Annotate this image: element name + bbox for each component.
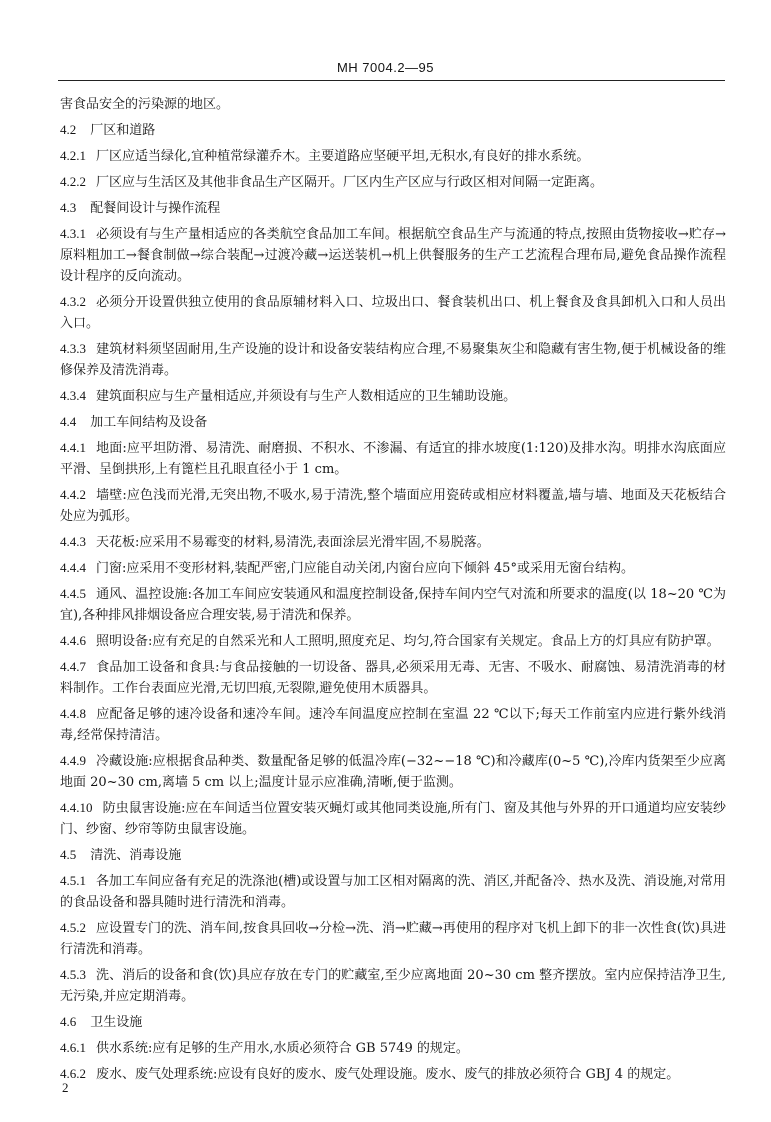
clause-paragraph [60,964,726,1007]
clause-text: 墙壁:应色浅而光滑,无突出物,不吸水,易于清洗,整个墙面应用瓷砖或相应材料覆盖,墙与墙、地面及天花板结合处应为弧形。 [60,488,726,524]
clause-number: 4.5.3 [60,967,86,982]
heading-text: 厂区和道路 [90,123,156,138]
continuation-text: 害食品安全的污染源的地区。 [60,97,230,112]
clause-number: 4.3.2 [60,294,86,309]
clause-paragraph [60,291,726,334]
clause-number: 4.6.2 [60,1066,86,1081]
clause-number: 4.4.7 [60,659,86,674]
clause-number: 4.4.3 [60,534,86,549]
section-heading [60,411,726,433]
section-heading [60,844,726,866]
clause-paragraph [60,145,726,167]
clause-paragraph [60,437,726,480]
clause-number: 4.3.4 [60,388,86,403]
clause-number: 4.6.1 [60,1040,86,1055]
clause-paragraph [60,338,726,381]
clause-text: 冷藏设施:应根据食品种类、数量配备足够的低温冷库(−32~−18 ℃)和冷藏库(0~5 ℃),冷库内货架至少应离地面 20~30 cm,离墙 5 cm 以上;温度计显示应准确,清晰,便于监测。 [60,754,726,790]
clause-number: 4.2.2 [60,174,86,189]
clause-paragraph [60,656,726,699]
clause-number: 4.2.1 [60,148,86,163]
clause-paragraph [60,583,726,626]
heading-text: 配餐间设计与操作流程 [90,201,221,216]
clause-text: 必须设有与生产量相适应的各类航空食品加工车间。根据航空食品生产与流通的特点,按照由货物接收→贮存→原料粗加工→餐食制做→综合装配→过渡冷藏→运送装机→机上供餐服务的生产工艺流程合理布局,避免食品操作流程设计程序的反向流动。 [60,227,726,284]
clause-number: 4.3 [60,200,77,215]
clause-paragraph [60,630,726,652]
section-heading [60,119,726,141]
clause-text: 门窗:应采用不变形材料,装配严密,门应能自动关闭,内窗台应向下倾斜 45°或采用无窗台结构。 [96,561,634,576]
clause-text: 应配备足够的速冷设备和速冷车间。速冷车间温度应控制在室温 22 ℃以下;每天工作前室内应进行紫外线消毒,经常保持清洁。 [60,707,726,743]
heading-text: 清洗、消毒设施 [90,848,182,863]
clause-paragraph [60,1037,726,1059]
page-number: 2 [62,1080,69,1095]
clause-number: 4.5 [60,847,77,862]
clause-text: 废水、废气处理系统:应设有良好的废水、废气处理设施。废水、废气的排放必须符合 GBJ 4 的规定。 [96,1067,680,1082]
clause-paragraph [60,223,726,287]
clause-text: 防虫鼠害设施:应在车间适当位置安装灭蝇灯或其他同类设施,所有门、窗及其他与外界的开口通道均应安装纱门、纱窗、纱帘等防虫鼠害设施。 [60,801,726,837]
clause-text: 厂区应适当绿化,宜种植常绿灌乔木。主要道路应坚硬平坦,无积水,有良好的排水系统。 [96,149,590,164]
clause-number: 4.4.6 [60,633,86,648]
clause-text: 天花板:应采用不易霉变的材料,易清洗,表面涂层光滑牢固,不易脱落。 [96,535,490,550]
clause-text: 必须分开设置供独立使用的食品原辅材料入口、垃圾出口、餐食装机出口、机上餐食及食具卸机入口和人员出入口。 [60,295,726,331]
clause-text: 建筑面积应与生产量相适应,并须设有与生产人数相适应的卫生辅助设施。 [96,389,517,404]
clause-text: 建筑材料须坚固耐用,生产设施的设计和设备安装结构应合理,不易聚集灰尘和隐藏有害生物,便于机械设备的维修保养及清洗消毒。 [60,342,726,378]
heading-text: 卫生设施 [90,1015,143,1030]
clause-text: 应设置专门的洗、消车间,按食具回收→分检→洗、消→贮藏→再使用的程序对飞机上卸下的非一次性食(饮)具进行清洗和消毒。 [60,921,726,957]
clause-text: 食品加工设备和食具:与食品接触的一切设备、器具,必须采用无毒、无害、不吸水、耐腐蚀、易清洗消毒的材料制作。工作台表面应光滑,无切凹痕,无裂隙,避免使用木质器具。 [60,660,726,696]
section-heading [60,1011,726,1033]
clause-text: 照明设备:应有充足的自然采光和人工照明,照度充足、均匀,符合国家有关规定。食品上方的灯具应有防护罩。 [96,634,720,649]
clause-number: 4.6 [60,1014,77,1029]
heading-text: 加工车间结构及设备 [90,415,208,430]
clause-paragraph [60,557,726,579]
clause-number: 4.5.1 [60,873,86,888]
clause-paragraph [60,531,726,553]
header-rule [58,80,725,81]
clause-text: 洗、消后的设备和食(饮)具应存放在专门的贮藏室,至少应离地面 20~30 cm 整齐摆放。室内应保持洁净卫生,无污染,并应定期消毒。 [60,968,726,1004]
clause-number: 4.4.1 [60,440,86,455]
clause-paragraph [60,484,726,527]
clause-text: 各加工车间应备有充足的洗涤池(槽)或设置与加工区相对隔离的洗、消区,并配备冷、热水及洗、消设施,对常用的食品设备和器具随时进行清洗和消毒。 [60,874,726,910]
clause-number: 4.5.2 [60,920,86,935]
clause-number: 4.4.10 [60,800,93,815]
clause-number: 4.4.8 [60,706,86,721]
section-heading [60,197,726,219]
clause-paragraph [60,917,726,960]
clause-number: 4.4.5 [60,586,86,601]
document-body [60,94,726,1089]
clause-paragraph [60,385,726,407]
clause-paragraph [60,750,726,793]
clause-paragraph [60,1063,726,1085]
clause-text: 地面:应平坦防滑、易清洗、耐磨损、不积水、不渗漏、有适宜的排水坡度(1:120)及排水沟。明排水沟底面应平滑、呈倒拱形,上有篦栏且孔眼直径小于 1 cm。 [60,441,726,477]
clause-text: 厂区应与生活区及其他非食品生产区隔开。厂区内生产区应与行政区相对间隔一定距离。 [96,175,604,190]
clause-paragraph [60,797,726,840]
clause-text: 通风、温控设施:各加工车间应安装通风和温度控制设备,保持车间内空气对流和所要求的温度(以 18~20 ℃为宜),各种排风排烟设备应合理安装,易于清洗和保养。 [60,587,726,623]
clause-paragraph [60,171,726,193]
clause-number: 4.4.2 [60,487,86,502]
clause-text: 供水系统:应有足够的生产用水,水质必须符合 GB 5749 的规定。 [96,1041,469,1056]
clause-paragraph [60,703,726,746]
clause-number: 4.3.1 [60,226,86,241]
clause-number: 4.4.4 [60,560,86,575]
clause-paragraph [60,870,726,913]
clause-number: 4.4.9 [60,753,86,768]
clause-number: 4.3.3 [60,341,86,356]
standard-code: MH 7004.2—95 [336,60,435,75]
clause-number: 4.4 [60,414,77,429]
clause-number: 4.2 [60,122,77,137]
